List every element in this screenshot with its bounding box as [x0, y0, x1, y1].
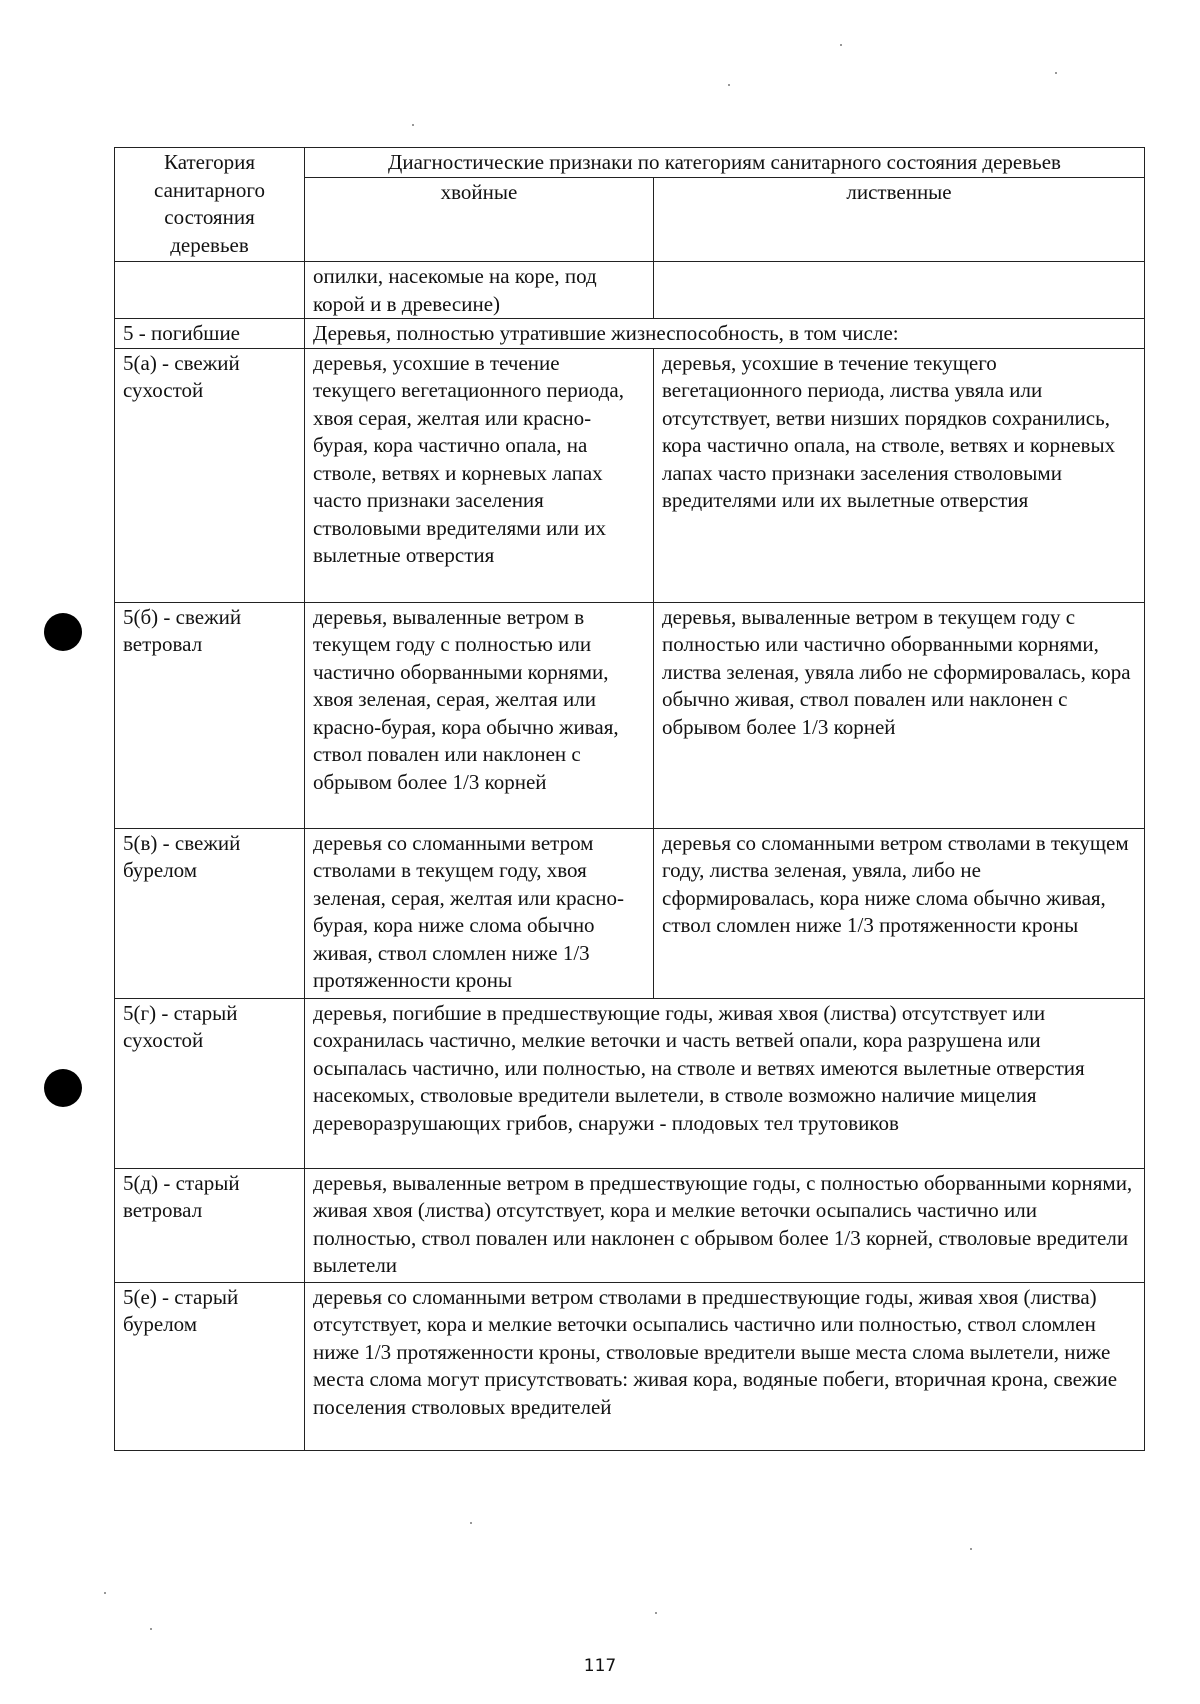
- table-row: [115, 998, 1145, 1168]
- row-conifers: опилки, насекомые на коре, под корой и в древесине): [305, 262, 654, 319]
- scan-speck: [655, 1612, 657, 1614]
- punch-hole-bottom: [44, 1069, 82, 1107]
- table-row: [115, 602, 1145, 828]
- table-row: [115, 1282, 1145, 1450]
- scan-speck: [970, 1548, 972, 1550]
- sanitary-condition-table: [114, 147, 1145, 1451]
- scan-speck: [840, 44, 842, 46]
- row-category: 5(д) - старый ветровал: [115, 1168, 305, 1282]
- scan-speck: [104, 1592, 106, 1594]
- row-deciduous: деревья, вываленные ветром в текущем году с полностью или частично оборванными корнями, листва зеленая, увяла либо не сформировалась, кора обычно живая, ствол повален или наклонен с обрывом более 1/3 корней: [654, 602, 1145, 828]
- row-deciduous: деревья со сломанными ветром стволами в текущем году, листва зеленая, увяла, либо не сформировалась, кора ниже слома обычно живая, ствол сломлен ниже 1/3 протяженности кроны: [654, 828, 1145, 998]
- header-category: Категория санитарного состояния деревьев: [115, 148, 305, 262]
- header-deciduous: лиственные: [654, 178, 1145, 262]
- row-deciduous: [654, 262, 1145, 319]
- header-diagnostic: Диагностические признаки по категориям санитарного состояния деревьев: [305, 148, 1145, 178]
- table-row: [115, 1168, 1145, 1282]
- scan-speck: [150, 1628, 152, 1630]
- row-deciduous: деревья, усохшие в течение текущего вегетационного периода, листва увяла или отсутствует, ветви низших порядков сохранились, кора частично опала, на стволе, ветвях и корневых лапах часто признаки заселения стволовыми вредителями или их вылетные отверстия: [654, 348, 1145, 602]
- row-category: 5(е) - старый бурелом: [115, 1282, 305, 1450]
- row-description: деревья со сломанными ветром стволами в предшествующие годы, живая хвоя (листва) отсутствует, кора и мелкие веточки осыпались частично или полностью, ствол сломлен ниже 1/3 протяженности кроны, стволовые вредители выше места слома вылетели, ниже места слома могут присутствовать: живая кора, водяные побеги, вторичная крона, свежие поселения стволовых вредителей: [305, 1282, 1145, 1450]
- row-category: [115, 262, 305, 319]
- row-category: 5(а) - свежий сухостой: [115, 348, 305, 602]
- page-number: 117: [583, 1656, 617, 1676]
- row-category: 5 - погибшие: [115, 319, 305, 349]
- row-description: Деревья, полностью утратившие жизнеспособность, в том числе:: [305, 319, 1145, 349]
- row-conifers: деревья, вываленные ветром в текущем году с полностью или частично оборванными корнями, хвоя зеленая, серая, желтая или красно-бурая, кора обычно живая, ствол повален или наклонен с обрывом более 1/3 корней: [305, 602, 654, 828]
- header-conifers: хвойные: [305, 178, 654, 262]
- row-conifers: деревья со сломанными ветром стволами в текущем году, хвоя зеленая, серая, желтая или красно-бурая, кора ниже слома обычно живая, ствол сломлен ниже 1/3 протяженности кроны: [305, 828, 654, 998]
- punch-hole-top: [44, 613, 82, 651]
- row-category: 5(б) - свежий ветровал: [115, 602, 305, 828]
- row-category: 5(г) - старый сухостой: [115, 998, 305, 1168]
- table-row: [115, 348, 1145, 602]
- table-row: [115, 262, 1145, 319]
- scan-speck: [1055, 72, 1057, 74]
- table-row: [115, 828, 1145, 998]
- row-description: деревья, вываленные ветром в предшествующие годы, с полностью оборванными корнями, живая хвоя (листва) отсутствует, кора и мелкие веточки осыпались частично или полностью, ствол повален или наклонен с обрывом более 1/3 корней, стволовые вредители вылетели: [305, 1168, 1145, 1282]
- scan-speck: [728, 84, 730, 86]
- scan-speck: [412, 124, 414, 126]
- scan-speck: [470, 1522, 472, 1524]
- row-category: 5(в) - свежий бурелом: [115, 828, 305, 998]
- table-row-group: [115, 319, 1145, 349]
- table-header-row: [115, 148, 1145, 178]
- row-description: деревья, погибшие в предшествующие годы, живая хвоя (листва) отсутствует или сохранилась частично, мелкие веточки и часть ветвей опали, кора разрушена или осыпалась частично, или полностью, на стволе и ветвях имеются вылетные отверстия насекомых, стволовые вредители вылетели, в стволе возможно наличие мицелия дереворазрушающих грибов, снаружи - плодовых тел трутовиков: [305, 998, 1145, 1168]
- row-conifers: деревья, усохшие в течение текущего вегетационного периода, хвоя серая, желтая или красно-бурая, кора частично опала, на стволе, ветвях и корневых лапах часто признаки заселения стволовыми вредителями или их вылетные отверстия: [305, 348, 654, 602]
